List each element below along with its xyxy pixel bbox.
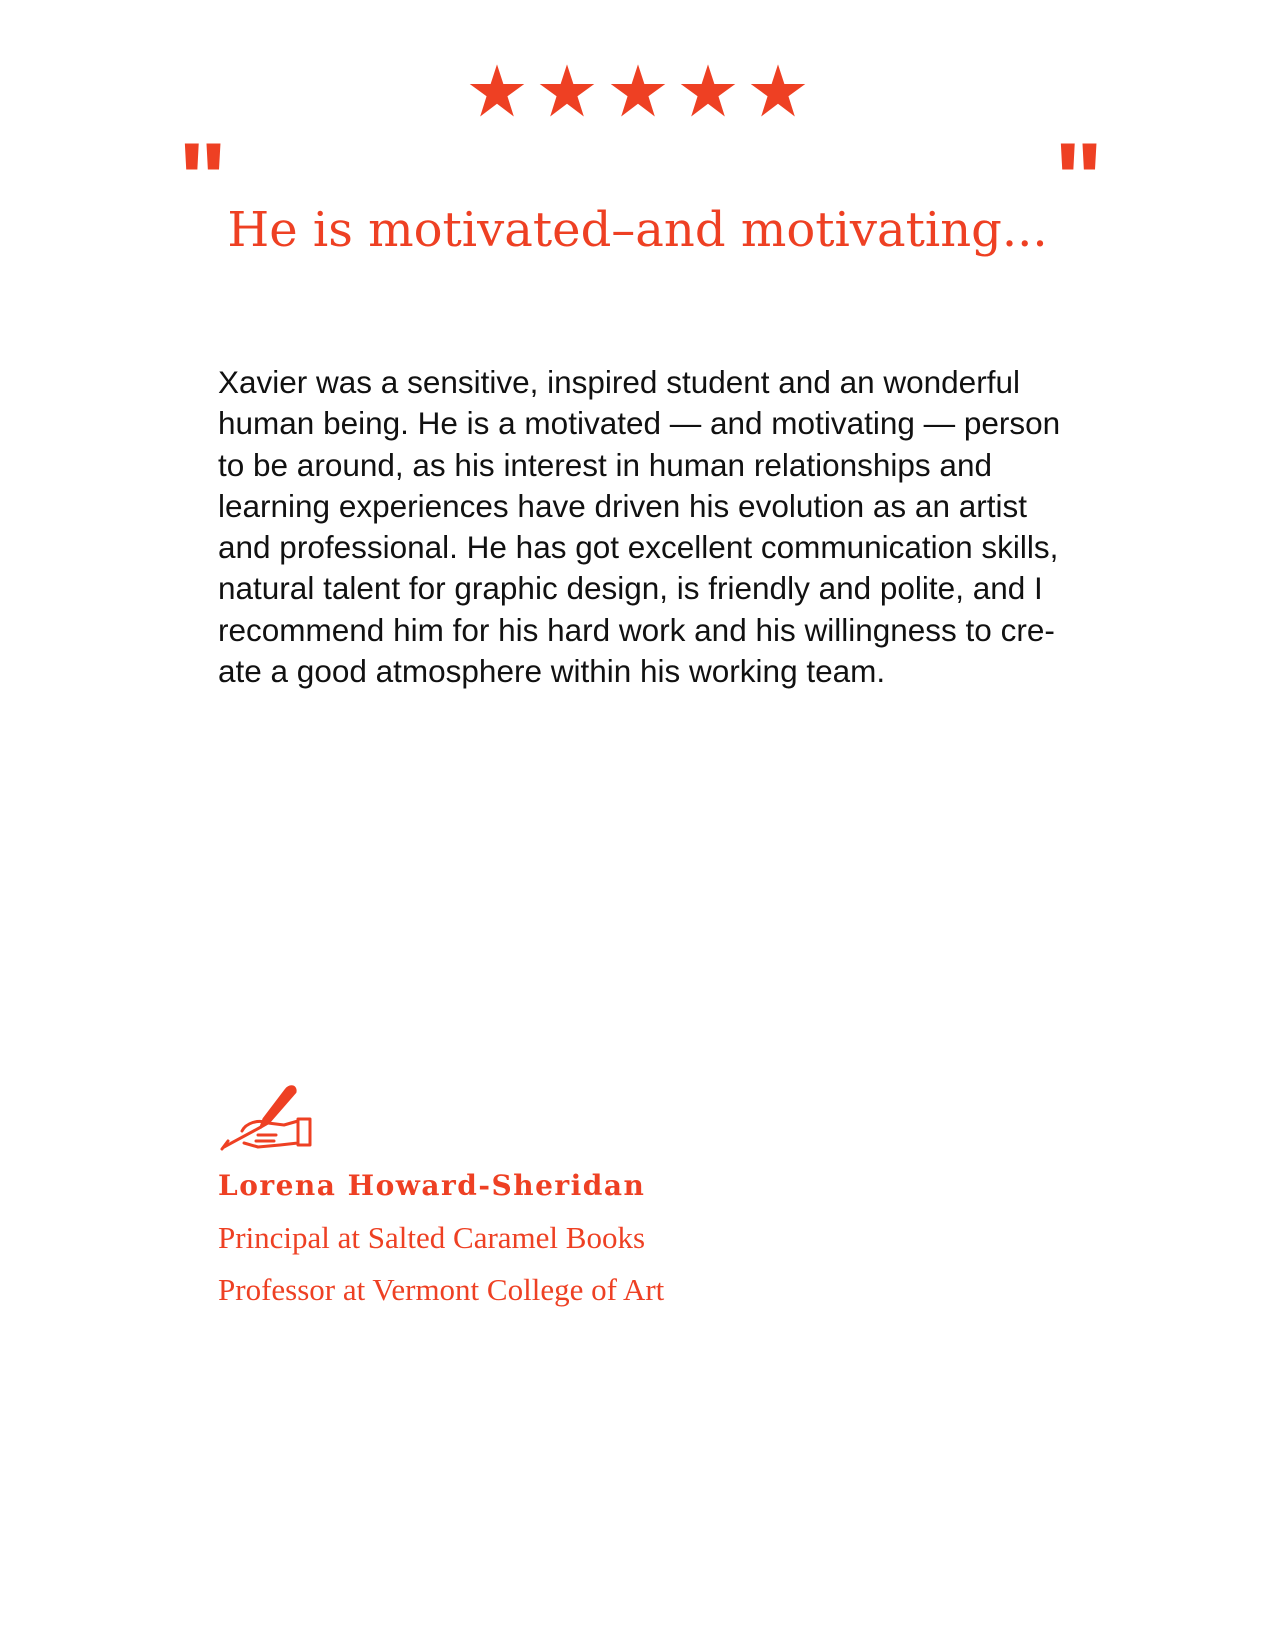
testimonial-body (218, 362, 1128, 692)
testimonial-line: to be around, as his interest in human relationships and (218, 446, 992, 483)
testimonial-line: recommend him for his hard work and his willingness to cre- (218, 611, 1055, 648)
star-icon (538, 62, 596, 120)
signer-role: Professor at Vermont College of Art (218, 1272, 665, 1307)
star-icon (609, 62, 667, 120)
star-icon (679, 62, 737, 120)
signer-name: Lorena Howard-Sheridan (218, 1169, 646, 1202)
quote-headline: He is motivated–and motivating... (227, 202, 1048, 258)
star-rating (0, 62, 1275, 120)
testimonial-line: human being. He is a motivated — and motivating — person (218, 405, 1061, 442)
signer-role: Principal at Salted Caramel Books (218, 1220, 646, 1255)
writing-hand-icon (218, 1083, 312, 1153)
testimonial-line: Xavier was a sensitive, inspired student and an wonderful (218, 364, 1020, 400)
testimonial-line: learning experiences have driven his evolution as an artist (218, 487, 1027, 524)
testimonial-line: natural talent for graphic design, is friendly and polite, and I (218, 570, 1043, 607)
close-quote-mark: " (1054, 122, 1104, 238)
testimonial-line: and professional. He has got excellent communication skills, (218, 529, 1059, 566)
testimonial-line: ate a good atmosphere within his working team. (218, 653, 886, 690)
star-icon (749, 62, 807, 120)
star-icon (468, 62, 526, 120)
open-quote-mark: " (178, 122, 228, 238)
